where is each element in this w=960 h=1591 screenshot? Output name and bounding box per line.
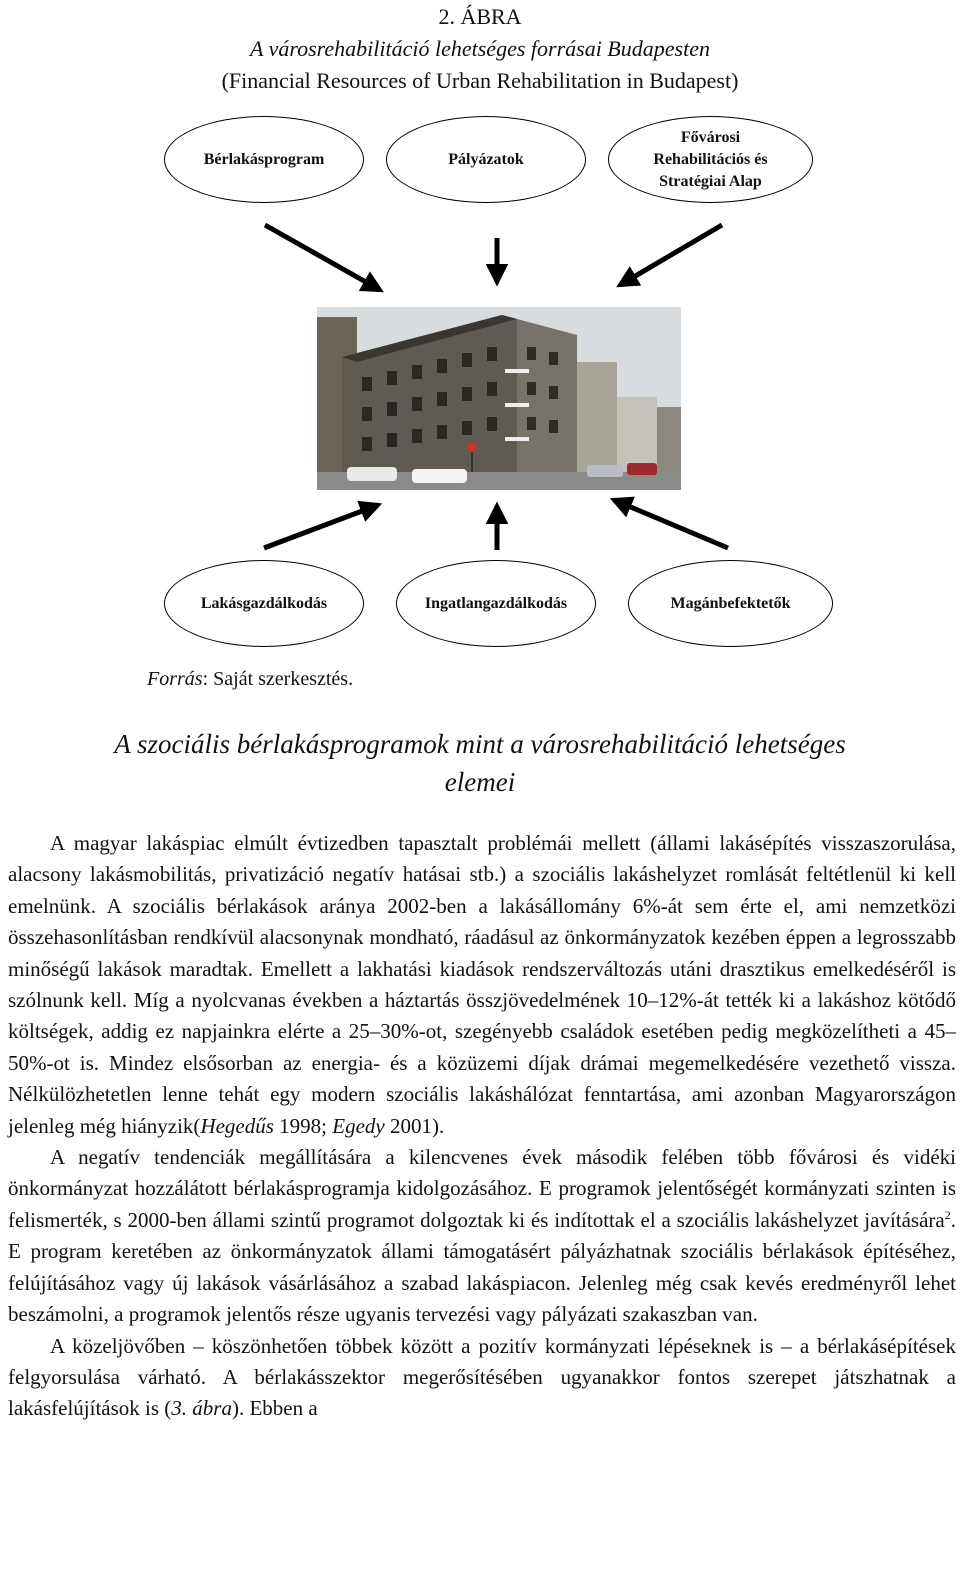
footnote-marker[interactable]: 2	[944, 1207, 951, 1222]
body-text	[8, 828, 956, 1425]
citation-author: Egedy	[332, 1113, 385, 1138]
node-label-line3: Stratégiai Alap	[659, 172, 762, 190]
section-heading-line1: A szociális bérlakásprogramok mint a városrehabilitáció lehetséges	[114, 729, 846, 759]
citation-author: Hegedűs	[200, 1113, 274, 1138]
figure-reference: 3. ábra	[171, 1396, 232, 1421]
arrow-bottom-left	[264, 505, 378, 548]
paragraph-1	[8, 828, 956, 1142]
node-ingatlangazdalkodas	[396, 560, 596, 647]
arrow-bottom-right	[614, 500, 728, 548]
paragraph-text: A negatív tendenciák megállítására a kilencvenes évek második felében több fővárosi és vidéki önkormányzat hozzálátott bérlakásprogramja kidolgozásához. E programok jelentőségét kormányzati szinten is felismerték, s 2000-ben állami szintű programot dolgoztak ki és indítottak el a szociális lakáshelyzet javítására	[8, 1145, 956, 1232]
paragraph-3	[8, 1331, 956, 1425]
node-label: Pályázatok	[448, 150, 524, 168]
building-photo	[317, 307, 681, 490]
paragraph-text: . E program keretében az önkormányzatok állami támogatásért pályázhatnak szociális bérlakások építéséhez, felújításához vagy új lakások vásárlásához a szabad lakáspiacon. Jelenleg még csak kevés eredményről lehet beszámolni, a programok jelentős része ugyanis tervezési vagy pályázati szakaszban van.	[8, 1207, 956, 1327]
figure-title-english: (Financial Resources of Urban Rehabilitation in Budapest)	[221, 68, 739, 93]
figure-source	[147, 668, 353, 691]
arrow-top-right	[620, 225, 722, 285]
section-heading-line2: elemei	[444, 767, 516, 797]
node-label: Bérlakásprogram	[203, 150, 325, 168]
node-label: Ingatlangazdálkodás	[424, 594, 568, 612]
node-lakasgazdalkodas	[164, 560, 364, 647]
node-label: Lakásgazdálkodás	[200, 594, 328, 612]
node-maganbefektetok	[628, 560, 833, 647]
paragraph-text: A magyar lakáspiac elmúlt évtizedben tapasztalt problémái mellett (állami lakásépítés visszaszorulása, alacsony lakásmobilitás, privatizáció negatív hatásai stb.) a szociális lakáshelyzet romlását feltétlenül ki kell emelnünk. A szociális bérlakások aránya 2002-ben a lakásállomány 6%-át sem érte el, ami nemzetközi összehasonlításban rendkívül alacsonynak mondható, ráadásul az önkormányzatok kezében éppen a legrosszabb minőségű lakások maradtak. Emellett a lakhatási kiadások rendszerváltozás utáni drasztikus emelkedéséről is szólnunk kell. Míg a nyolcvanas években a háztartás összjövedelmének 10–12%-át tették ki a lakáshoz kötődő költségek, addig ez napjainkra elérte a 25–30%-ot, szegényebb családok esetében pedig megközelítheti a 45–50%-ot is. Mindez elsősorban az energia- és a közüzemi díjak drámai megemelkedésére vezethető vissza. Nélkülözhetetlen lenne tehát egy modern szociális lakáshálózat fenntartása, ami azonban Magyarországon jelenleg még hiányzik(	[8, 831, 956, 1138]
building-illustration	[317, 307, 681, 490]
paragraph-2	[8, 1142, 956, 1330]
paragraph-text: ). Ebben a	[231, 1396, 318, 1421]
node-label: Magánbefektetők	[670, 594, 791, 612]
paragraph-text: A közeljövőben – köszönhetően többek között a pozitív kormányzati lépéseknek is – a bérlakásépítések felgyorsulása várható. A bérlakásszektor megerősítésében ugyanakkor fontos szerepet játszhatnak a lakásfelújítások is (	[8, 1333, 956, 1421]
paragraph-text: 2001).	[384, 1113, 445, 1138]
node-label-line2: Rehabilitációs és	[653, 150, 768, 168]
paragraph-text: 1998;	[273, 1113, 333, 1138]
section-heading	[0, 725, 960, 801]
node-label-line1: Fővárosi	[680, 128, 741, 146]
source-text: : Saját szerkesztés.	[202, 668, 354, 690]
figure-label: 2. ÁBRA	[438, 4, 522, 29]
arrow-top-left	[265, 225, 380, 290]
figure-title: A városrehabilitáció lehetséges forrásai Budapesten	[250, 36, 710, 61]
source-label: Forrás	[147, 668, 203, 690]
